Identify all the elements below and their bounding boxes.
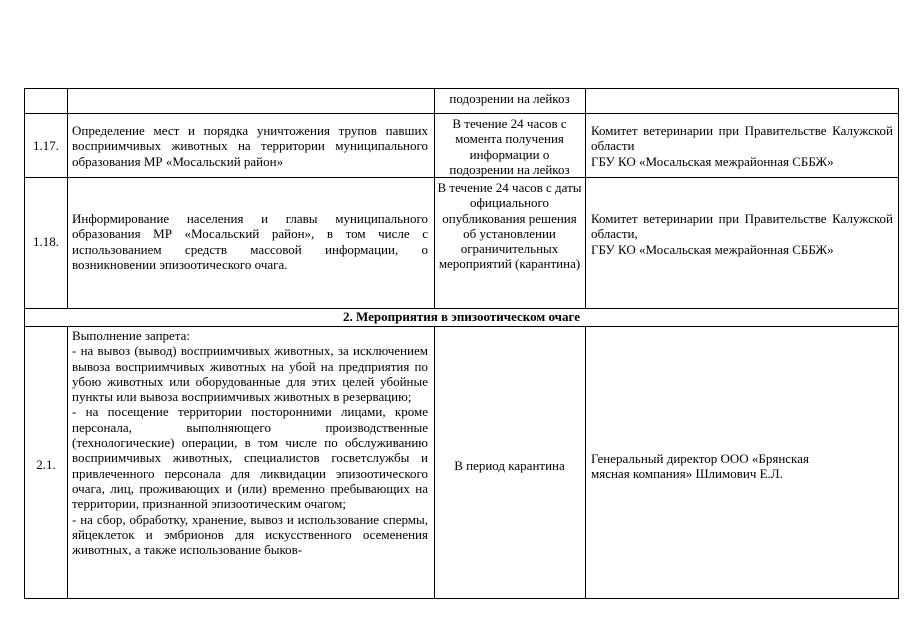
column-border — [434, 326, 435, 599]
section-title: 2. Мероприятия в эпизоотическом очаге — [343, 309, 580, 324]
row-border — [24, 113, 899, 114]
responsible-line: Комитет ветеринарии при Правительстве Калужской области, — [591, 211, 893, 242]
table-right-border — [898, 88, 899, 599]
row-number: 2.1. — [36, 457, 56, 472]
description-cell: Определение мест и порядка уничтожения трупов павших восприимчивых животных на территории муниципального образования МР «Мосальский район» — [72, 123, 428, 169]
responsible-line: ГБУ КО «Мосальская межрайонная СББЖ» — [591, 241, 834, 257]
column-border — [67, 326, 68, 599]
term-cell: В период карантина — [454, 458, 565, 473]
term-cell: В течение 24 часов с даты официального опубликования решения об установлении ограничительных мероприятий (карантина) — [437, 180, 582, 272]
column-border — [434, 88, 435, 308]
responsible-cell — [591, 123, 893, 169]
row-number: 1.18. — [33, 234, 59, 249]
description-paragraph: - на сбор, обработку, хранение, вывоз и использование спермы, яйцеклеток и эмбрионов для искусственного осеменения животных, а также использование быков- — [72, 511, 428, 558]
column-border — [585, 88, 586, 308]
table-left-border — [24, 88, 25, 599]
description-paragraph: - на посещение территории посторонними лицами, кроме персонала, выполняющего производственные (технологические) операции, в том числе по обслуживанию восприимчивых животных, специалистов госветслужбы и привлеченного персонала для ликвидации эпизоотического очага, лиц, проживающих и (или) временно пребывающих на территории, признанной эпизоотическим очагом; — [72, 404, 428, 512]
column-border — [585, 326, 586, 599]
table-top-border — [24, 88, 899, 89]
description-paragraph: - на вывоз (вывод) восприимчивых животных, за исключением вывоза восприимчивых животных на убой на предприятия по убою животных или оборудованные для этих целей убойные пункты или вывоза восприимчивых животных в резервацию; — [72, 343, 428, 405]
column-border — [67, 88, 68, 308]
responsible-line: ГБУ КО «Мосальская межрайонная СББЖ» — [591, 153, 834, 169]
description-cell — [72, 328, 428, 557]
term-cell: В течение 24 часов с момента получения информации о подозрении на лейкоз — [449, 116, 570, 177]
responsible-cell — [591, 211, 893, 257]
term-cell: подозрении на лейкоз — [449, 91, 570, 106]
responsible-line: Комитет ветеринарии при Правительстве Калужской области — [591, 123, 893, 154]
row-border — [24, 326, 899, 327]
description-paragraph: Выполнение запрета: — [72, 328, 191, 343]
table-bottom-border — [24, 598, 899, 599]
row-number: 1.17. — [33, 138, 59, 153]
responsible-cell: Генеральный директор ООО «Брянская мясная компания» Шлимович Е.Л. — [591, 451, 809, 482]
description-cell: Информирование населения и главы муниципального образования МР «Мосальский район», в том числе с использованием средств массовой информации, о возникновении эпизоотического очага. — [72, 211, 428, 272]
